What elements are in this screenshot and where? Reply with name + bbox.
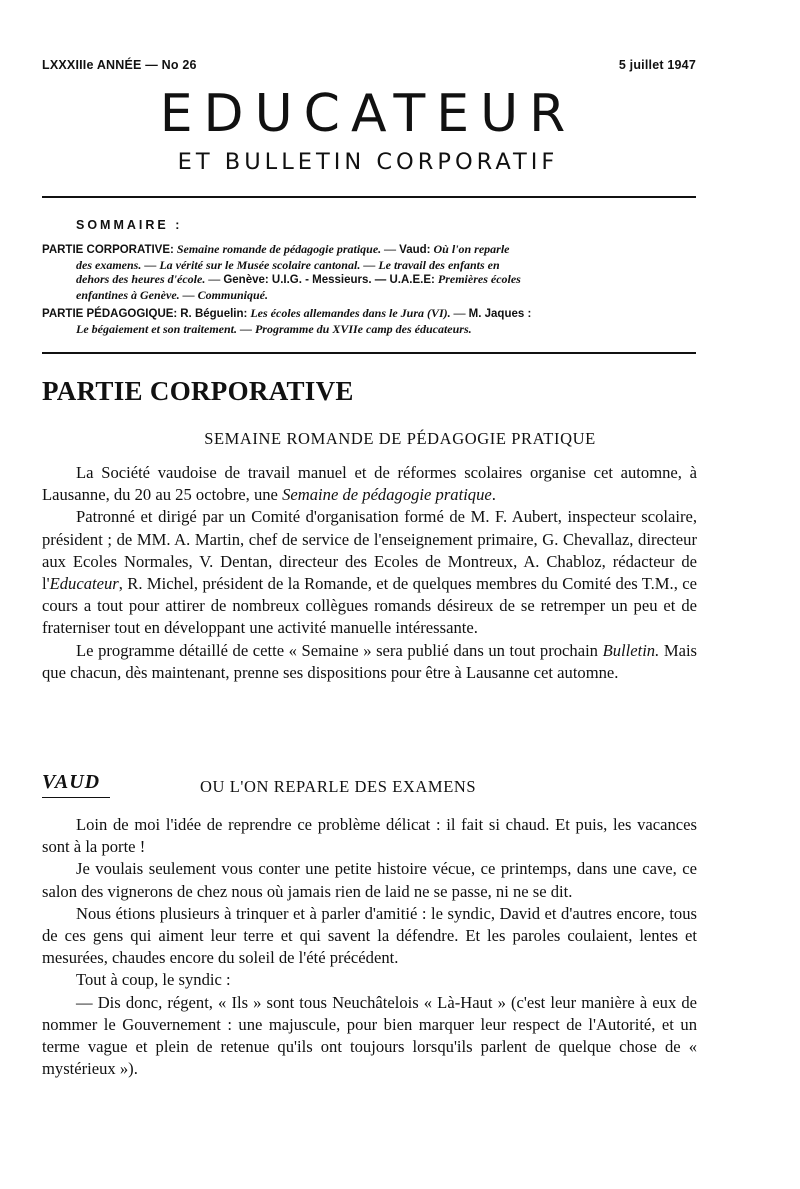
article-heading: OU L'ON REPARLE DES EXAMENS xyxy=(200,777,477,796)
issue-date: 5 juillet 1947 xyxy=(618,58,696,72)
top-rule xyxy=(42,196,696,198)
text: , R. Michel, président de la Romande, et de quelques membres du Comité des T.M., ce cours a tout pour attirer de nombreux collègues romands désireux de se retremper un peu et de fraterniser tout en développant une activité manuelle intéressante. xyxy=(42,574,697,638)
sommaire-text: enfantines à Genève. — Communiqué. xyxy=(76,287,269,302)
issue-line xyxy=(42,58,696,72)
sommaire-pedagogique xyxy=(42,306,697,336)
sommaire-text: dehors des heures d'école. — xyxy=(76,272,221,287)
sommaire-text: Semaine romande de pédagogie pratique. — xyxy=(176,242,397,256)
sommaire-text: M. Jaques : xyxy=(468,308,532,320)
sommaire-text: R. Béguelin: xyxy=(180,308,248,320)
masthead-title: EDUCATEUR xyxy=(159,84,577,144)
article-heading: SEMAINE ROMANDE DE PÉDAGOGIE PRATIQUE xyxy=(204,429,596,448)
sommaire-text: Le bégaiement et son traitement. — Programme du XVIIe camp des éducateurs. xyxy=(76,321,472,336)
text-italic: Semaine de pédagogie pratique xyxy=(282,485,492,505)
issue-number: LXXXIIIe ANNÉE — No 26 xyxy=(42,58,197,72)
text-italic: Bulletin. xyxy=(602,640,660,660)
paragraph: Nous étions plusieurs à trinquer et à parler d'amitié : le syndic, David et d'autres encore, tous de ces gens qui aiment leur terre et qui savent la défendre. Et les paroles coulaient, lentes et mesurées, chaudes encore du soleil de l'été précédent. xyxy=(42,903,697,968)
sommaire-text: des examens. — La vérité sur le Musée scolaire cantonal. — Le travail des enfants en xyxy=(76,257,500,272)
sommaire-text: Premières écoles xyxy=(437,272,521,287)
paragraph: Loin de moi l'idée de reprendre ce problème délicat : il fait si chaud. Et puis, les vacances sont à la porte ! xyxy=(42,815,697,857)
paragraph: Tout à coup, le syndic : xyxy=(76,970,231,990)
sommaire-rule xyxy=(42,352,696,354)
text: Mais que chacun, dès maintenant, prenne ses dispositions pour être à Lausanne cet automne. xyxy=(42,640,698,682)
vaud-label: VAUD xyxy=(42,771,101,793)
vaud-underline xyxy=(42,797,110,798)
paragraph: Je voulais seulement vous conter une petite histoire vécue, ce printemps, dans une cave, ce salon des vignerons de chez nous où jamais rien de laid ne se passe, ni ne se dit. xyxy=(42,859,697,901)
paragraph xyxy=(42,506,697,639)
sommaire-text: Genève: U.I.G. - Messieurs. — U.A.E.E: xyxy=(223,274,435,287)
article-body xyxy=(42,814,697,1080)
text-italic: Educateur xyxy=(49,574,119,594)
masthead-subtitle: ET BULLETIN CORPORATIF xyxy=(177,149,559,175)
sommaire-pedagogique-label: PARTIE PÉDAGOGIQUE: xyxy=(42,308,178,320)
paragraph: — Dis donc, régent, « Ils » sont tous Neuchâtelois « Là-Haut » (c'est leur manière à eux de nommer le Gouvernement : une majuscule, pour bien marquer leur respect de l'Autorité, et un terme vague et plein de retenue qu'ils ont toujours lorsqu'ils parlent de quelque chose de « mystérieux »). xyxy=(42,992,697,1079)
sommaire-corporative xyxy=(42,242,697,302)
sommaire-text: Vaud: xyxy=(399,244,431,256)
text: Patronné et dirigé par un Comité d'organisation formé de M. F. Aubert, inspecteur scolaire, président ; de MM. A. Martin, chef de service de l'enseignement primaire, G. Chevallaz, directeur aux Ecoles Normales, V. Dentan, directeur des Ecoles de Montreux, A. Chabloz, rédacteur de l' xyxy=(42,507,697,594)
text: La Société vaudoise de travail manuel et de réformes scolaires organise cet automne, à Lausanne, du 20 au 25 octobre, une xyxy=(42,463,697,505)
sommaire-text: Les écoles allemandes dans le Jura (VI). — xyxy=(250,306,466,320)
sommaire-heading: SOMMAIRE : xyxy=(76,218,183,232)
paragraph xyxy=(42,462,697,506)
text: Le programme détaillé de cette « Semaine » sera publié dans un tout prochain xyxy=(76,640,598,660)
article-body xyxy=(42,462,697,684)
paragraph xyxy=(42,640,697,684)
text: . xyxy=(491,485,496,505)
sommaire-corporative-label: PARTIE CORPORATIVE: xyxy=(42,244,174,256)
section-title: PARTIE CORPORATIVE xyxy=(42,376,354,406)
sommaire-text: Où l'on reparle xyxy=(433,242,510,256)
